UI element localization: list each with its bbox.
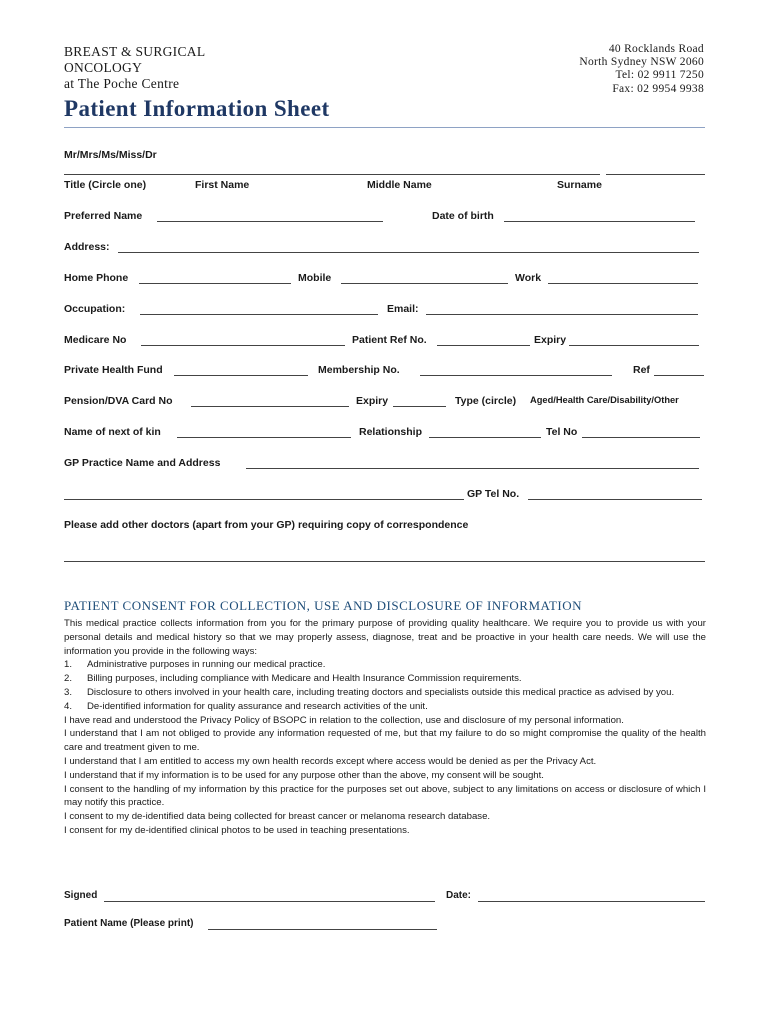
work-phone-field[interactable] bbox=[548, 283, 698, 284]
medicare-field[interactable] bbox=[141, 345, 345, 346]
other-doctors-field[interactable] bbox=[64, 561, 705, 562]
pension-expiry-label: Expiry bbox=[356, 395, 389, 407]
title-divider bbox=[64, 127, 705, 128]
patient-ref-label: Patient Ref No. bbox=[352, 334, 427, 346]
consent-list-item: 2. Billing purposes, including compliance with Medicare and Health Insurance Commission requirements. bbox=[64, 673, 522, 685]
mobile-field[interactable] bbox=[341, 283, 508, 284]
private-health-fund-label: Private Health Fund bbox=[64, 364, 163, 376]
consent-intro: This medical practice collects information from you for the primary purpose of providing quality healthcare. We require you to provide us with your personal details and medical history so that we may properly assess, diagnose, treat and be proactive in your health care needs. We will use the information you provide in the following ways: bbox=[64, 618, 706, 657]
gp-address-field[interactable] bbox=[64, 499, 464, 500]
patient-ref-field[interactable] bbox=[437, 345, 530, 346]
consent-list-item: 3. Disclosure to others involved in your health care, including treating doctors and specialists outside this medical practice as advised by you. bbox=[64, 686, 675, 698]
next-of-kin-field[interactable] bbox=[177, 437, 351, 438]
signature-field[interactable] bbox=[104, 901, 435, 902]
next-of-kin-label: Name of next of kin bbox=[64, 426, 161, 438]
consent-list-item: 1. Administrative purposes in running our medical practice. bbox=[64, 659, 326, 671]
relationship-field[interactable] bbox=[429, 437, 541, 438]
org-line-3: at The Poche Centre bbox=[64, 76, 180, 91]
consent-text bbox=[64, 617, 706, 838]
other-doctors-label: Please add other doctors (apart from your GP) requiring copy of correspondence bbox=[64, 519, 469, 531]
consent-statement: I consent to the handling of my information by this practice for the purposes set out above, subject to any limitations on access or disclosure of which I may notify this practice. bbox=[64, 783, 706, 809]
membership-number-field[interactable] bbox=[420, 375, 612, 376]
preferred-name-field[interactable] bbox=[157, 221, 383, 222]
card-type-label: Type (circle) bbox=[455, 395, 517, 407]
patient-name-field[interactable] bbox=[208, 929, 437, 930]
consent-statement: I consent to my de-identified data being collected for breast cancer or melanoma research database. bbox=[64, 811, 491, 823]
consent-statement: I have read and understood the Privacy Policy of BSOPC in relation to the collection, use and disclosure of my personal information. bbox=[64, 714, 624, 726]
practice-address bbox=[579, 43, 704, 96]
organisation-name bbox=[64, 44, 205, 92]
work-phone-label: Work bbox=[515, 272, 542, 284]
home-phone-field[interactable] bbox=[139, 283, 291, 284]
home-phone-label: Home Phone bbox=[64, 272, 129, 284]
kin-tel-label: Tel No bbox=[546, 426, 578, 438]
consent-statement: I consent for my de-identified clinical photos to be used in teaching presentations. bbox=[64, 824, 410, 836]
mobile-label: Mobile bbox=[298, 272, 332, 284]
fund-ref-label: Ref bbox=[633, 364, 650, 376]
card-type-options[interactable]: Aged/Health Care/Disability/Other bbox=[530, 395, 679, 405]
gp-practice-label: GP Practice Name and Address bbox=[64, 457, 221, 469]
occupation-label: Occupation: bbox=[64, 303, 126, 315]
fund-ref-field[interactable] bbox=[654, 375, 704, 376]
address-label: Address: bbox=[64, 241, 110, 253]
org-line-1: BREAST & SURGICAL bbox=[64, 44, 206, 59]
salutation-label: Mr/Mrs/Ms/Miss/Dr bbox=[64, 149, 157, 161]
private-health-fund-field[interactable] bbox=[174, 375, 308, 376]
membership-number-label: Membership No. bbox=[318, 364, 400, 376]
date-of-birth-label: Date of birth bbox=[432, 210, 494, 222]
address-phone: Tel: 02 9911 7250 bbox=[615, 69, 704, 82]
medicare-expiry-label: Expiry bbox=[534, 334, 567, 346]
consent-heading: PATIENT CONSENT FOR COLLECTION, USE AND DISCLOSURE OF INFORMATION bbox=[64, 598, 583, 613]
medicare-expiry-field[interactable] bbox=[569, 345, 699, 346]
org-line-2: ONCOLOGY bbox=[64, 60, 143, 75]
page-title: Patient Information Sheet bbox=[64, 96, 330, 121]
first-name-label: First Name bbox=[195, 179, 250, 191]
gp-tel-field[interactable] bbox=[528, 499, 702, 500]
date-field[interactable] bbox=[478, 901, 705, 902]
middle-name-label: Middle Name bbox=[367, 179, 432, 191]
name-entry-line-end[interactable] bbox=[606, 174, 705, 175]
address-fax: Fax: 02 9954 9938 bbox=[612, 82, 704, 95]
occupation-field[interactable] bbox=[140, 314, 378, 315]
gp-practice-field[interactable] bbox=[246, 468, 699, 469]
consent-statement: I understand that I am entitled to access my own health records except where access would be denied as per the Privacy Act. bbox=[64, 755, 597, 767]
relationship-label: Relationship bbox=[359, 426, 423, 438]
patient-name-label: Patient Name (Please print) bbox=[64, 918, 194, 929]
consent-list-item: 4. De-identified information for quality assurance and research activities of the unit. bbox=[64, 700, 428, 712]
kin-tel-field[interactable] bbox=[582, 437, 700, 438]
address-street: 40 Rocklands Road bbox=[608, 43, 704, 55]
date-of-birth-field[interactable] bbox=[504, 221, 695, 222]
surname-label: Surname bbox=[557, 179, 602, 191]
gp-tel-label: GP Tel No. bbox=[467, 488, 520, 500]
consent-statement: I understand that I am not obliged to provide any information requested of me, but that my failure to do so might compromise the quality of the health care and treatment given to me. bbox=[64, 728, 706, 754]
title-circle-label: Title (Circle one) bbox=[64, 179, 147, 191]
preferred-name-label: Preferred Name bbox=[64, 210, 143, 222]
date-label: Date: bbox=[446, 890, 472, 901]
consent-statement: I understand that if my information is to be used for any purpose other than the above, my consent will be sought. bbox=[64, 769, 544, 781]
email-label: Email: bbox=[387, 303, 419, 315]
email-field[interactable] bbox=[426, 314, 698, 315]
medicare-label: Medicare No bbox=[64, 334, 127, 346]
address-field[interactable] bbox=[118, 252, 699, 253]
signed-label: Signed bbox=[64, 890, 98, 901]
pension-card-label: Pension/DVA Card No bbox=[64, 395, 173, 407]
address-suburb: North Sydney NSW 2060 bbox=[579, 56, 704, 69]
name-entry-line[interactable] bbox=[64, 174, 600, 175]
pension-expiry-field[interactable] bbox=[393, 406, 446, 407]
pension-card-field[interactable] bbox=[191, 406, 349, 407]
